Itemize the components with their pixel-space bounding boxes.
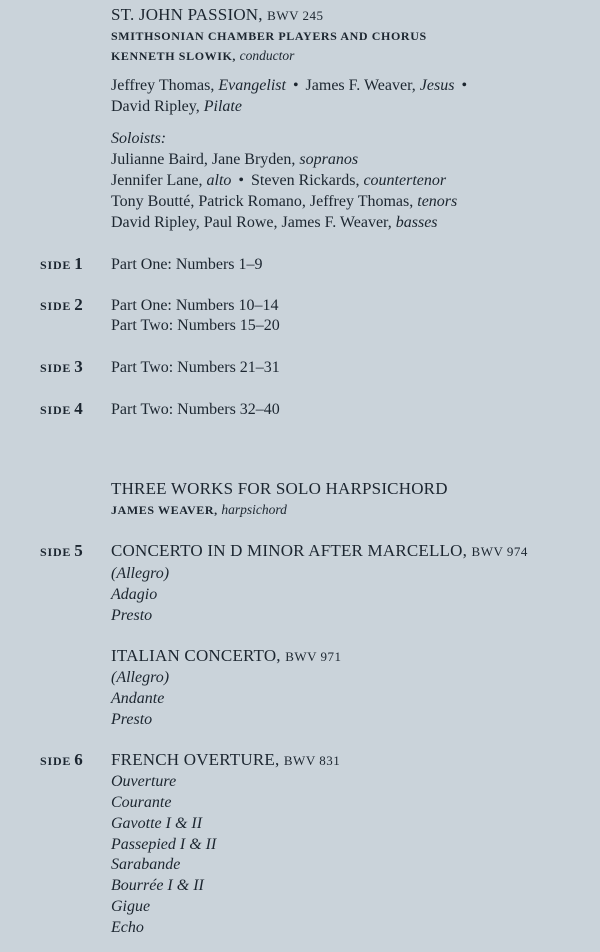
work-title-text: CONCERTO IN D MINOR AFTER MARCELLO, (111, 541, 468, 560)
side-label-3 (40, 357, 83, 377)
cast-name: David Ripley, (111, 98, 200, 115)
side-4-content: Part Two: Numbers 32–40 (111, 401, 280, 418)
performer-name: JAMES WEAVER, (111, 503, 218, 517)
soloist-voice: sopranos (299, 151, 359, 168)
movement: Adagio (111, 586, 158, 603)
movement: Sarabande (111, 856, 181, 873)
side-label-text: SIDE (40, 361, 72, 375)
movement: Ouverture (111, 773, 177, 790)
movement: (Allegro) (111, 669, 170, 686)
side-label-text: SIDE (40, 545, 72, 559)
harpsichord-title: THREE WORKS FOR SOLO HARPSICHORD (111, 479, 448, 498)
soloists-heading (111, 129, 166, 149)
work-title-text: ITALIAN CONCERTO, (111, 646, 281, 665)
work-bwv: BWV 974 (471, 544, 528, 559)
conductor-role: conductor (239, 48, 295, 63)
side-2-content: Part One: Numbers 10–14 (111, 297, 279, 314)
soloist-voice: countertenor (363, 172, 447, 189)
side-label-text: SIDE (40, 754, 72, 768)
side-number: 3 (74, 357, 83, 376)
ensemble-name: SMITHSONIAN CHAMBER PLAYERS AND CHORUS (111, 29, 427, 43)
soloist-names: Jennifer Lane, (111, 172, 203, 189)
side-label-text: SIDE (40, 299, 72, 313)
work-title-text: FRENCH OVERTURE, (111, 750, 280, 769)
harpsichord-performer (111, 500, 287, 520)
passion-bwv: BWV 245 (267, 8, 324, 23)
movement: Andante (111, 690, 165, 707)
side-number: 2 (74, 295, 83, 314)
soloists-line (111, 150, 358, 170)
movement: (Allegro) (111, 565, 170, 582)
side-label-text: SIDE (40, 258, 72, 272)
conductor-name: KENNETH SLOWIK, (111, 49, 237, 63)
cast-name: Jeffrey Thomas, (111, 77, 215, 94)
side-2-content: Part Two: Numbers 15–20 (111, 317, 280, 334)
cast-line-2 (111, 97, 242, 117)
soloist-names: Steven Rickards, (251, 172, 360, 189)
side-label-text: SIDE (40, 403, 72, 417)
conductor-credit (111, 46, 294, 66)
work-title (111, 646, 342, 667)
work-bwv: BWV 831 (283, 753, 341, 768)
cast-role: Pilate (203, 98, 242, 115)
soloists-line (111, 192, 457, 212)
soloists-line (111, 213, 438, 233)
movement: Gavotte I & II (111, 815, 203, 832)
movement: Presto (111, 711, 153, 728)
soloists-line (111, 171, 446, 191)
side-3-content: Part Two: Numbers 21–31 (111, 359, 280, 376)
side-label-5 (40, 541, 83, 561)
movement: Gigue (111, 898, 151, 915)
side-number: 5 (74, 541, 83, 560)
work-title (111, 541, 528, 562)
movement: Echo (111, 919, 144, 936)
soloist-names: Tony Boutté, Patrick Romano, Jeffrey Thomas, (111, 193, 414, 210)
side-number: 4 (74, 399, 83, 418)
soloist-voice: basses (395, 214, 438, 231)
soloist-names: David Ripley, Paul Rowe, James F. Weaver, (111, 214, 392, 231)
bullet-separator: • (238, 172, 245, 189)
side-number: 6 (74, 750, 83, 769)
work-bwv: BWV 971 (285, 649, 342, 664)
side-label-6 (40, 750, 83, 770)
side-label-2 (40, 295, 83, 315)
cast-role: Evangelist (218, 77, 286, 94)
cast-role: Jesus (419, 77, 455, 94)
performer-role: harpsichord (221, 502, 287, 517)
soloist-names: Julianne Baird, Jane Bryden, (111, 151, 296, 168)
work-title (111, 750, 340, 771)
passion-title (111, 5, 324, 26)
cast-line-1 (111, 76, 470, 96)
soloist-voice: tenors (417, 193, 458, 210)
soloists-heading-text: Soloists: (111, 130, 167, 147)
side-label-1 (40, 254, 83, 274)
cast-name: James F. Weaver, (305, 77, 416, 94)
passion-title-text: ST. JOHN PASSION, (111, 5, 263, 24)
side-number: 1 (74, 254, 83, 273)
side-1-content: Part One: Numbers 1–9 (111, 256, 263, 273)
movement: Bourrée I & II (111, 877, 204, 894)
movement: Passepied I & II (111, 836, 217, 853)
movement: Presto (111, 607, 153, 624)
side-label-4 (40, 399, 83, 419)
movement: Courante (111, 794, 172, 811)
soloist-voice: alto (206, 172, 232, 189)
bullet-separator: • (461, 77, 468, 94)
bullet-separator: • (292, 77, 299, 94)
